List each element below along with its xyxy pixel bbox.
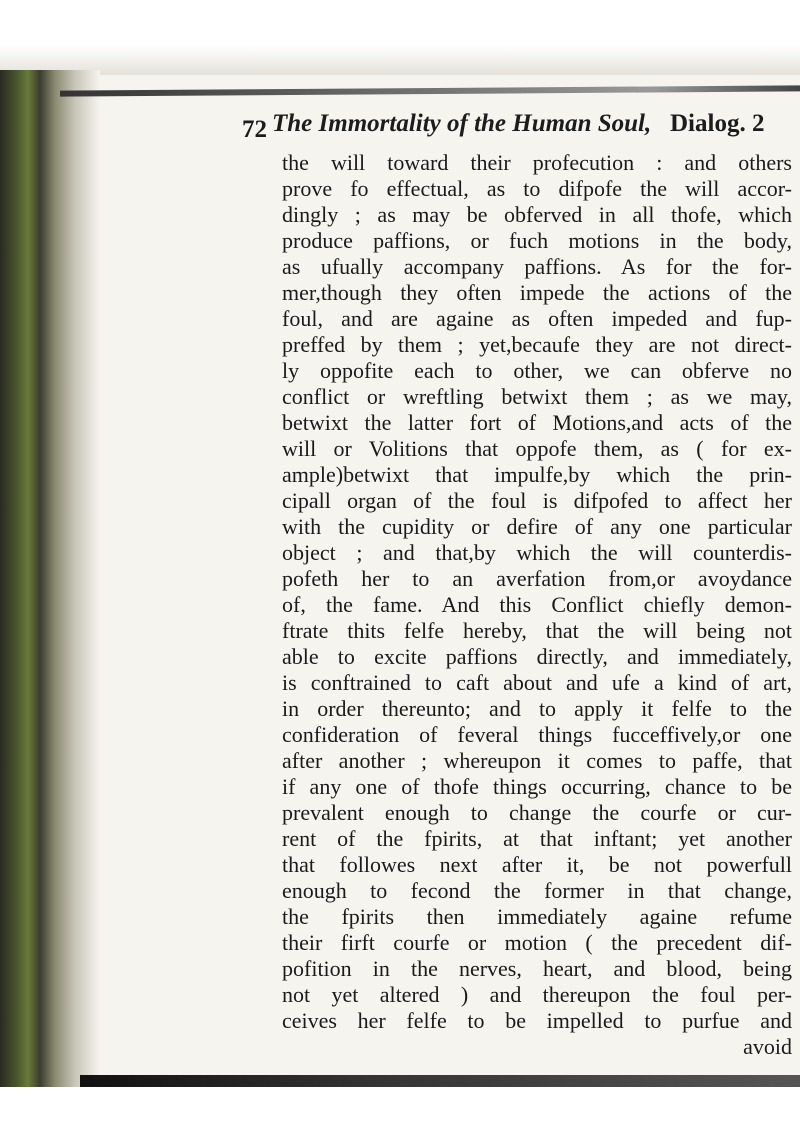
text-line: of, the fame. And this Conflict chiefly demon- <box>282 592 792 617</box>
text-line: dingly ; as may be obferved in all thofe, which <box>282 202 792 227</box>
text-line: the fpirits then immediately againe refume <box>282 904 792 929</box>
text-line: pofeth her to an averfation from,or avoydance <box>282 566 792 591</box>
page-top-edge <box>60 85 800 96</box>
text-line: produce paffions, or fuch motions in the body, <box>282 228 792 253</box>
text-line: cipall organ of the foul is difpofed to affect her <box>282 488 792 513</box>
text-line: foul, and are againe as often impeded and fup- <box>282 306 792 331</box>
text-line: conflict or wreftling betwixt them ; as we may, <box>282 384 792 409</box>
text-line: not yet altered ) and thereupon the foul per- <box>282 982 792 1007</box>
text-line: rent of the fpirits, at that inftant; yet another <box>282 826 792 851</box>
text-line: is conftrained to caft about and ufe a kind of art, <box>282 670 792 695</box>
text-line: ceives her felfe to be impelled to purfue and <box>282 1008 792 1033</box>
text-line: if any one of thofe things occurring, chance to be <box>282 774 792 799</box>
scan-bottom-margin <box>0 1087 800 1125</box>
text-line: their firft courfe or motion ( the precedent dif- <box>282 930 792 955</box>
text-line: in order thereunto; and to apply it felfe to the <box>282 696 792 721</box>
running-title: The Immortality of the Human Soul, <box>272 110 652 137</box>
text-line: confideration of feveral things fucceffively,or one <box>282 722 792 747</box>
text-line: with the cupidity or defire of any one particular <box>282 514 792 539</box>
scan-top-margin <box>0 0 800 75</box>
book-binding-gutter <box>0 70 100 1090</box>
text-line: mer,though they often impede the actions of the <box>282 280 792 305</box>
catchword: avoid <box>743 1034 792 1059</box>
text-line: ftrate thits felfe hereby, that the will being not <box>282 618 792 643</box>
text-line: able to excite paffions directly, and immediately, <box>282 644 792 669</box>
text-line: as ufually accompany paffions. As for the for- <box>282 254 792 279</box>
text-line: preffed by them ; yet,becaufe they are not direct- <box>282 332 792 357</box>
page-bottom-edge <box>80 1075 800 1087</box>
text-line: ly oppofite each to other, we can obferve no <box>282 358 792 383</box>
text-line: object ; and that,by which the will counterdis- <box>282 540 792 565</box>
section-label: Dialog. 2 <box>670 110 765 137</box>
text-line: pofition in the nerves, heart, and blood, being <box>282 956 792 981</box>
running-header <box>242 110 800 146</box>
text-line: the will toward their profecution : and others <box>282 150 792 175</box>
text-line: that followes next after it, be not powerfull <box>282 852 792 877</box>
text-line: will or Volitions that oppofe them, as ( for ex- <box>282 436 792 461</box>
text-line: after another ; whereupon it comes to paffe, that <box>282 748 792 773</box>
text-line: ample)betwixt that impulfe,by which the prin- <box>282 462 792 487</box>
text-line: enough to fecond the former in that change, <box>282 878 792 903</box>
text-line: betwixt the latter fort of Motions,and acts of the <box>282 410 792 435</box>
page-number: 72 <box>242 116 267 143</box>
body-text <box>282 150 792 1060</box>
text-line: prevalent enough to change the courfe or cur- <box>282 800 792 825</box>
text-line: prove fo effectual, as to difpofe the will accor- <box>282 176 792 201</box>
